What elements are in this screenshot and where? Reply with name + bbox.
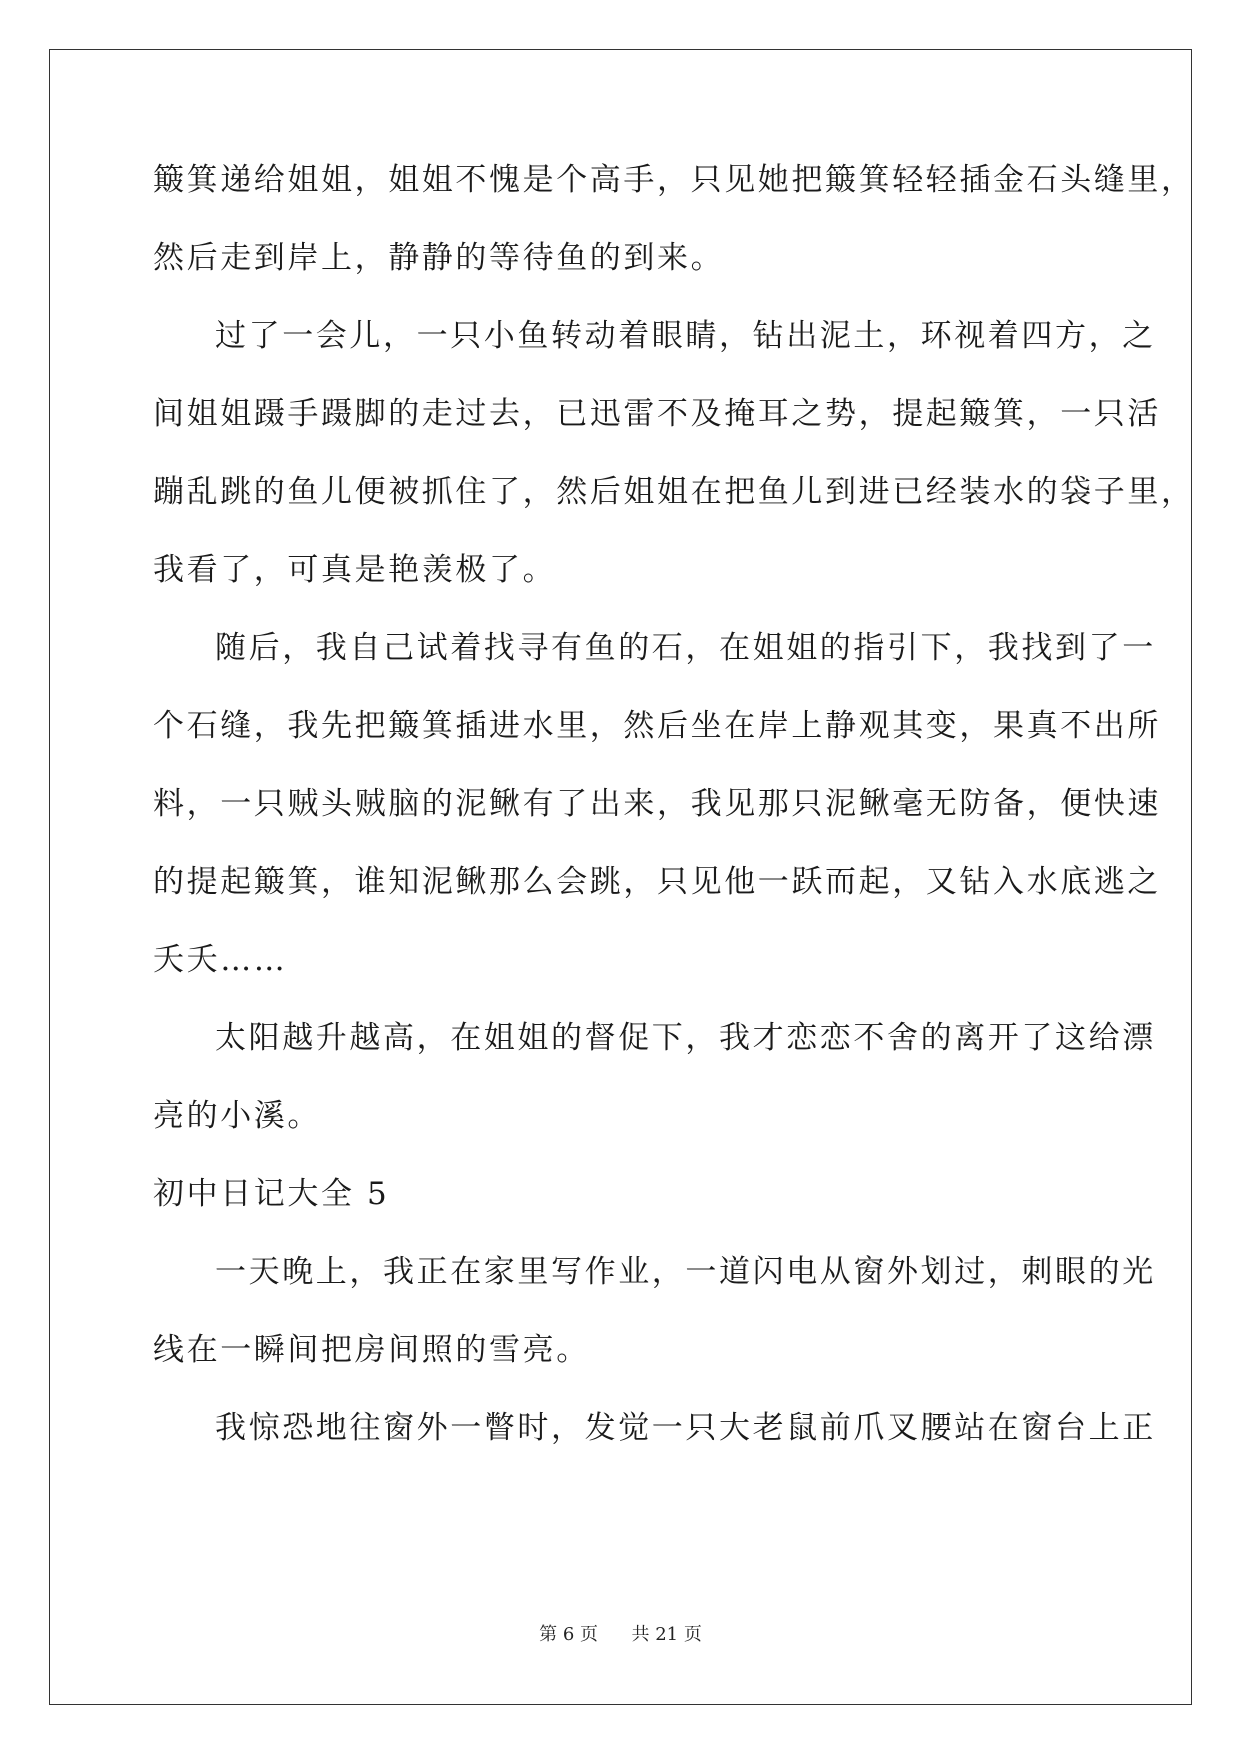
text-line: 线在一瞬间把房间照的雪亮。 (153, 1332, 590, 1368)
paragraph-start-line: 我惊恐地往窗外一瞥时，发觉一只大老鼠前爪叉腰站在窗台上正 (215, 1410, 1156, 1446)
page-footer (0, 1620, 1241, 1646)
paragraph-start-line: 太阳越升越高，在姐姐的督促下，我才恋恋不舍的离开了这给漂 (215, 1020, 1156, 1056)
text-line: 簸箕递给姐姐，姐姐不愧是个高手，只见她把簸箕轻轻插金石头缝里， (153, 162, 1195, 198)
section-heading: 初中日记大全 5 (153, 1176, 390, 1212)
text-line: 我看了，可真是艳羡极了。 (153, 552, 557, 588)
text-line: 间姐姐蹑手蹑脚的走过去，已迅雷不及掩耳之势，提起簸箕，一只活 (153, 396, 1161, 432)
text-line: 的提起簸箕，谁知泥鳅那么会跳，只见他一跃而起，又钻入水底逃之 (153, 864, 1161, 900)
text-line: 料，一只贼头贼脑的泥鳅有了出来，我见那只泥鳅毫无防备，便快速 (153, 786, 1161, 822)
text-line: 个石缝，我先把簸箕插进水里，然后坐在岸上静观其变，果真不出所 (153, 708, 1161, 744)
page-number: 第 6 页 (539, 1624, 599, 1645)
text-line: 蹦乱跳的鱼儿便被抓住了，然后姐姐在把鱼儿到进已经装水的袋子里， (153, 474, 1195, 510)
text-line: 然后走到岸上，静静的等待鱼的到来。 (153, 240, 725, 276)
text-line: 亮的小溪。 (153, 1098, 321, 1134)
total-pages: 共 21 页 (631, 1624, 702, 1645)
paragraph-start-line: 随后，我自己试着找寻有鱼的石，在姐姐的指引下，我找到了一 (215, 630, 1156, 666)
text-line: 夭夭…… (153, 942, 288, 978)
paragraph-start-line: 一天晚上，我正在家里写作业，一道闪电从窗外划过，刺眼的光 (215, 1254, 1156, 1290)
paragraph-start-line: 过了一会儿，一只小鱼转动着眼睛，钻出泥土，环视着四方，之 (215, 318, 1156, 354)
